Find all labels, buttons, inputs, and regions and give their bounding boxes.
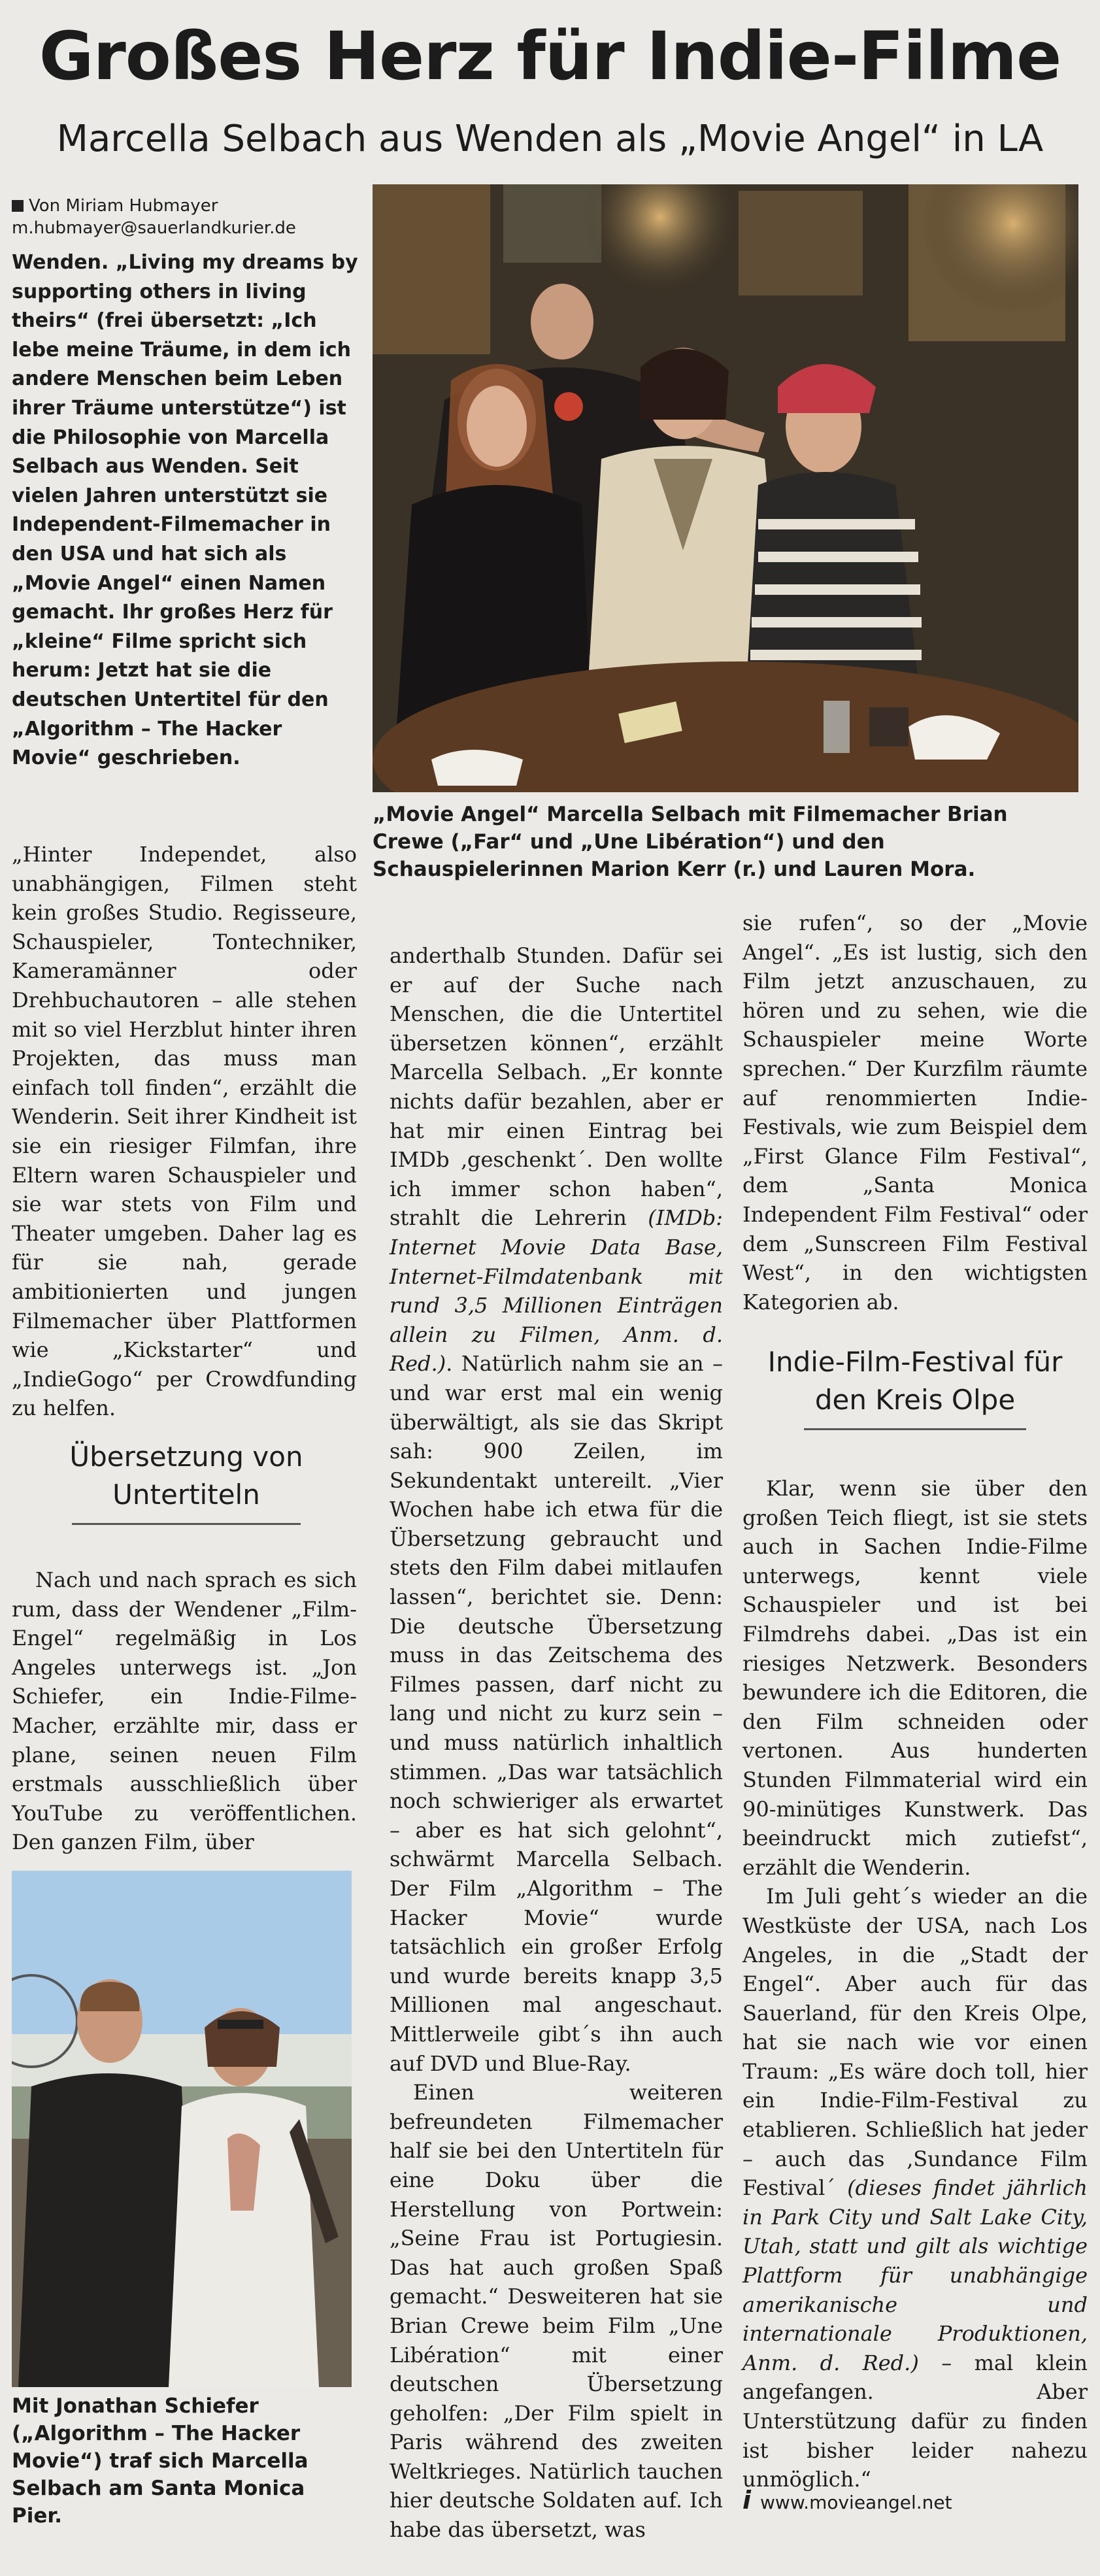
- photo-main-caption: „Movie Angel“ Marcella Selbach mit Filmemacher Brian Crewe („Far“ und „Une Libération“) und den Schauspielerinnen Marion Kerr (r.) und Lauren Mora.: [373, 803, 1008, 881]
- author-email[interactable]: m.hubmayer@sauerlandkurier.de: [12, 218, 296, 238]
- column-3-bottom: [742, 1474, 1088, 2494]
- photo-group-four-people: [373, 184, 1078, 792]
- byline-square-icon: [12, 200, 24, 212]
- byline: [12, 195, 365, 239]
- subhead-translation: Übersetzung von Untertiteln: [69, 1441, 303, 1511]
- editor-note: (IMDb: Internet Movie Data Base, Internet-Filmdatenbank mit rund 3,5 Millionen Einträgen allein zu Filmen, Anm. d. Red.): [390, 1205, 724, 1377]
- photo-main: [373, 184, 1078, 792]
- photo-small-caption: Mit Jonathan Schiefer („Algorithm – The Hacker Movie“) traf sich Marcella Selbach am Santa Monica Pier.: [12, 2394, 308, 2528]
- column-1-top: [12, 840, 357, 1423]
- paragraph: Klar, wenn sie über den großen Teich fliegt, ist sie stets auch in Sachen Indie-Filme unterwegs, kennt viele Schauspieler und ist bei Filmdrehs dabei. „Das ist ein riesiges Netzwerk. Besonders bewundere ich die Editoren, die den Film schneiden oder vertonen. Aus hunderten Stunden Filmmaterial wird ein 90-minütiges Kunstwerk. Das beeindruckt mich zutiefst“, erzählt die Wenderin.: [742, 1476, 1088, 1880]
- photo-small: [12, 1871, 352, 2387]
- paragraph: [742, 1882, 1088, 2494]
- paragraph: [390, 941, 723, 2078]
- column-1-bottom: [12, 1565, 357, 1857]
- column-3-top: [742, 909, 1088, 1316]
- subhead-rule: [72, 1523, 301, 1525]
- headline: Großes Herz für Indie-Filme: [39, 18, 1061, 95]
- subhead-festival: Indie-Film-Festival für den Kreis Olpe: [767, 1346, 1063, 1416]
- editor-note: (dieses findet jährlich in Park City und Salt Lake City, Utah, statt und gilt als wichtige Plattform für unabhängige amerikanische und internationale Produktionen, Anm. d. Red.): [742, 2175, 1088, 2375]
- info-box: [742, 2487, 1082, 2516]
- text-run: . Natürlich nahm sie an – und war erst mal ein wenig überwältigt, als sie das Skript sah: 900 Zeilen, im Sekundentakt untereilt. „Vier Wochen habe ich etwa für die Übersetzung gebraucht und stets den Film dabei mitlaufen lassen“, berichtet sie. Denn: Die deutsche Übersetzung muss in das Zeitschema des Filmes passen, darf nicht zu lang und nicht zu kurz sein – und muss natürlich inhaltlich stimmen. „Das war tatsächlich noch schwieriger als erwartet – aber es hat sich gelohnt“, schwärmt Marcella Selbach. Der Film „Algorithm – The Hacker Movie“ wurde tatsächlich ein großer Erfolg und wurde bereits knapp 3,5 Millionen mal angeschaut. Mittlerweile gibt´s ihn auch auf DVD und Blue-Ray.: [390, 1351, 723, 2076]
- paragraph: Einen weiteren befreundeten Filmemacher half sie bei den Untertiteln für eine Doku über die Herstellung von Portwein: „Seine Frau ist Portugiesin. Das hat auch großen Spaß gemacht.“ Desweiteren hat sie Brian Crewe beim Film „Une Libération“ mit einer deutschen Übersetzung geholfen: „Der Film spielt in Paris während des zweiten Weltkrieges. Natürlich tauchen hier deutsche Soldaten auf. Ich habe das übersetzt, was: [390, 2080, 723, 2543]
- text-run: anderthalb Stunden. Dafür sei er auf der Suche nach Menschen, die die Untertitel übersetzen können“, erzählt Marcella Selbach. „Er konnte nichts dafür bezahlen, aber er hat mir einen Eintrag bei IMDb ‚geschenkt´. Den wollte ich immer schon haben“, strahlt die Lehrerin: [390, 943, 723, 1231]
- website-link[interactable]: www.movieangel.net: [760, 2492, 952, 2513]
- column-2: [390, 941, 723, 2545]
- intro-paragraph: Wenden. „Living my dreams by supporting others in living theirs“ (frei übersetzt: „Ich lebe meine Träume, in dem ich andere Menschen beim Leben ihrer Träume unterstütze“) ist die Philosophie von Marcella Selbach aus Wenden. Seit vielen Jahren unterstützt sie Independent-Filmemacher in den USA und hat sich als „Movie Angel“ einen Namen gemacht. Ihr großes Herz für „kleine“ Filme spricht sich herum: Jetzt hat sie die deutschen Untertitel für den „Algorithm – The Hacker Movie“ geschrieben.: [12, 251, 358, 770]
- subhead-rule: [804, 1428, 1026, 1430]
- text-run: Im Juli geht´s wieder an die Westküste der USA, nach Los Angeles, in die „Stadt der Engel“. Aber auch für das Sauerland, für den Kreis Olpe, hat sie nach wie vor einen Traum: „Es wäre doch toll, hier ein Indie-Film-Festival zu etablieren. Schließlich hat jeder – auch das ‚Sundance Film Festival´: [742, 1884, 1088, 2201]
- author: Von Miriam Hubmayer: [29, 196, 218, 216]
- info-icon: i: [742, 2486, 752, 2515]
- paragraph: „Hinter Independet, also unabhängigen, Filmen steht kein großes Studio. Regisseure, Schauspieler, Tontechniker, Kameramänner oder Drehbuchautoren – alle stehen mit so viel Herzblut hinter ihren Projekten, das muss man einfach toll finden“, erzählt die Wenderin. Seit ihrer Kindheit ist sie ein riesiger Filmfan, ihre Eltern waren Schauspieler und sie war stets von Film und Theater umgeben. Daher lag es für sie nah, gerade ambitionierten und jungen Filmemacher über Plattformen wie „Kickstarter“ und „IndieGogo“ per Crowdfunding zu helfen.: [12, 842, 357, 1421]
- paragraph: Nach und nach sprach es sich rum, dass der Wendener „Film-Engel“ regelmäßig in Los Angeles unterwegs ist. „Jon Schiefer, ein Indie-Filme-Macher, erzählte mir, dass er plane, seinen neuen Film erstmals ausschließlich über YouTube zu veröffentlichen. Den ganzen Film, über: [12, 1567, 357, 1855]
- photo-pier-two-people: [12, 1871, 352, 2387]
- subheadline: Marcella Selbach aus Wenden als „Movie Angel“ in LA: [56, 118, 1044, 160]
- text-run: – mal klein angefangen. Aber Unterstützung dafür zu finden ist bisher leider nahezu unmöglich.“: [742, 2350, 1088, 2492]
- paragraph: sie rufen“, so der „Movie Angel“. „Es ist lustig, sich den Film jetzt anzuschauen, zu hören und zu sehen, wie die Schauspieler meine Worte sprechen.“ Der Kurzfilm räumte auf renommierten Indie-Festivals, wie zum Beispiel dem „First Glance Film Festival“, dem „Santa Monica Independent Film Festival“ oder dem „Sunscreen Film Festival West“, in den wichtigsten Kategorien ab.: [742, 911, 1088, 1314]
